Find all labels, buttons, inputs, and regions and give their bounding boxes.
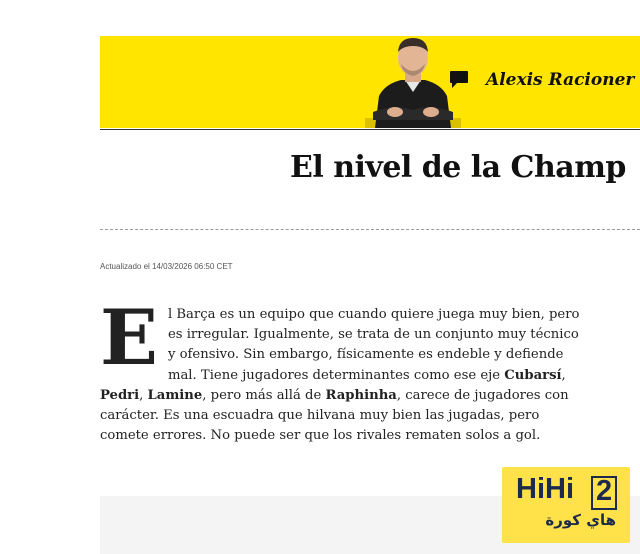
author-banner (100, 36, 640, 128)
updated-timestamp: Actualizado el 14/03/2026 06:50 CET (100, 262, 233, 271)
watermark-latin: HiHi (516, 473, 574, 505)
player-name: Pedri (100, 387, 140, 403)
body-text: l Barça es un equipo que cuando quiere juega muy bien, pero es irregular. Igualmente, se trata de un conjunto muy técnico y ofensivo. Sin embargo, físicamente es endeble y defiende mal. Tiene jugadores determinantes como ese eje (167, 307, 580, 383)
article-body (100, 293, 585, 446)
author-photo (365, 36, 461, 128)
watermark-digit: 2 (596, 475, 613, 507)
author-name[interactable]: Alexis Racioner (486, 70, 635, 90)
comment-icon (448, 68, 470, 90)
headline-divider (100, 229, 640, 230)
article-headline: El nivel de la Champ (290, 150, 626, 185)
player-name: Cubarsí (504, 367, 562, 383)
site-watermark-logo (502, 467, 630, 543)
player-name: Raphinha (325, 387, 397, 403)
watermark-arabic: هاي كورة (545, 511, 616, 529)
body-text: , carece de jugadores con carácter. Es una escuadra que hilvana muy bien las jugadas, pero comete errores. No puede ser que los rivales rematen solos a gol. (100, 387, 569, 444)
watermark-digit-box (591, 476, 617, 510)
drop-cap: E (100, 293, 158, 382)
separator: , (561, 367, 566, 383)
player-name: Lamine (147, 387, 203, 403)
banner-divider (100, 129, 640, 130)
separator: , (139, 387, 148, 403)
body-text: , pero más allá de (202, 387, 326, 403)
